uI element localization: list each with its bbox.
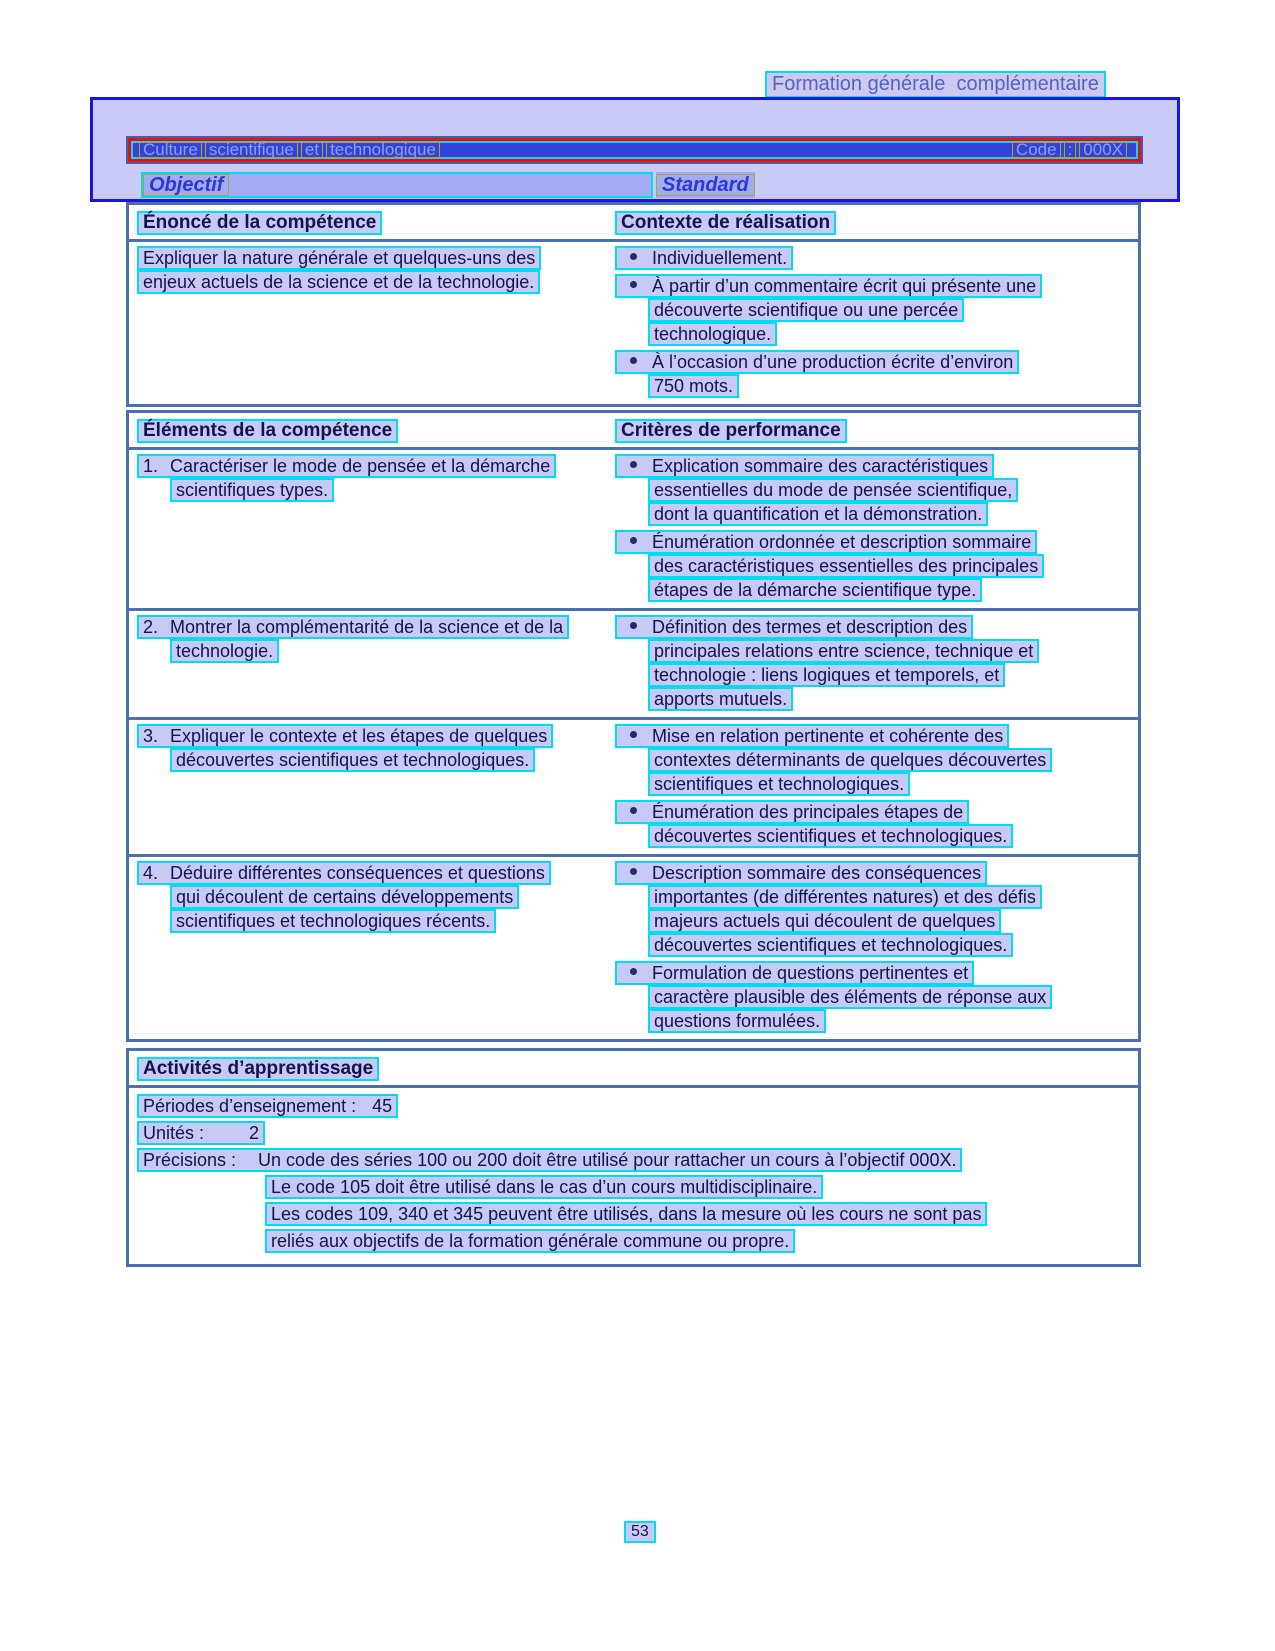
bullet-icon (630, 281, 637, 288)
activities-table-header (129, 1051, 1138, 1088)
criteria-cell (615, 454, 1130, 606)
bullet-text: À l’occasion d’une production écrite d’environ (652, 352, 1014, 372)
context-bullet-list (615, 246, 1130, 402)
bullet-text: des caractéristiques essentielles des principales (648, 554, 1044, 578)
element-text: scientifiques et technologiques récents. (170, 909, 496, 933)
statement-line: enjeux actuels de la science et de la technologie. (137, 270, 540, 294)
units-line (137, 1121, 265, 1145)
bullet-text: découvertes scientifiques et technologiques. (648, 824, 1013, 848)
course-code-value: 000X (1079, 142, 1127, 158)
precisions-text: Un code des séries 100 ou 200 doit être utilisé pour rattacher un cours à l’objectif 000X. (258, 1150, 957, 1170)
course-title-bar (126, 136, 1143, 164)
table-row (129, 242, 1138, 404)
list-item (615, 350, 1130, 398)
column-header-criteres: Critères de performance (615, 419, 847, 443)
table-row (129, 717, 1138, 854)
bullet-icon (630, 868, 637, 875)
bullet-text: dont la quantification et la démonstration. (648, 502, 988, 526)
bullet-text: À partir d’un commentaire écrit qui présente une (652, 276, 1037, 296)
bullet-text: Énumération des principales étapes de (652, 802, 964, 822)
activities-body (129, 1088, 1138, 1264)
header-note-text: Formation générale complémentaire (765, 71, 1106, 98)
competence-table (126, 202, 1141, 407)
bullet-icon (630, 253, 637, 260)
bullet-text: Formulation de questions pertinentes et (652, 963, 969, 983)
bullet-text: 750 mots. (648, 374, 739, 398)
list-item (615, 724, 1130, 796)
bullet-text: Mise en relation pertinente et cohérente des (652, 726, 1004, 746)
bullet-icon (630, 731, 637, 738)
bullet-text: questions formulées. (648, 1009, 826, 1033)
bullet-text: étapes de la démarche scientifique type. (648, 578, 982, 602)
column-header-contexte: Contexte de réalisation (615, 211, 836, 235)
element-text: scientifiques types. (170, 478, 334, 502)
precisions-label: Précisions : (143, 1150, 237, 1170)
bullet-icon (630, 968, 637, 975)
bullet-text: essentielles du mode de pensée scientifique, (648, 478, 1018, 502)
objectif-standard-row (141, 172, 653, 198)
element-text: Déduire différentes conséquences et questions (170, 863, 545, 883)
element-text: Caractériser le mode de pensée et la démarche (170, 456, 551, 476)
units-value: 2 (249, 1123, 260, 1143)
item-number: 1. (143, 456, 159, 476)
page-number-text: 53 (624, 1521, 656, 1543)
precisions-line (137, 1148, 962, 1172)
periods-label: Périodes d’enseignement : (143, 1096, 357, 1116)
course-title-word: et (301, 142, 323, 158)
activities-table (126, 1048, 1141, 1267)
bullet-text: majeurs actuels qui découlent de quelques (648, 909, 1001, 933)
course-title-word: Culture (139, 142, 202, 158)
bullet-text: apports mutuels. (648, 687, 793, 711)
standard-label: Standard (656, 174, 755, 196)
element-cell (137, 861, 615, 1037)
item-number: 3. (143, 726, 159, 746)
bullet-text: Explication sommaire des caractéristiques (652, 456, 989, 476)
element-cell (137, 454, 615, 606)
bullet-text: contextes déterminants de quelques découvertes (648, 748, 1052, 772)
elements-table-header (129, 413, 1138, 450)
criteria-cell (615, 861, 1130, 1037)
bullet-icon (630, 461, 637, 468)
course-title-red-frame (128, 138, 1141, 162)
bullet-text: Définition des termes et description des (652, 617, 968, 637)
course-code-label: Code (1012, 142, 1061, 158)
bullet-text: principales relations entre science, technique et (648, 639, 1039, 663)
competence-table-header (129, 205, 1138, 242)
bullet-text: technologie : liens logiques et temporels, et (648, 663, 1005, 687)
objectif-label: Objectif (143, 174, 229, 196)
header-note (765, 71, 1106, 98)
page-number (624, 1521, 656, 1543)
bullet-text: découverte scientifique ou une percée (648, 298, 964, 322)
list-item (615, 274, 1130, 346)
bullet-text: Individuellement. (652, 248, 788, 268)
element-text: qui découlent de certains développements (170, 885, 519, 909)
table-row (129, 608, 1138, 717)
element-cell (137, 724, 615, 852)
precisions-text: reliés aux objectifs de la formation générale commune ou propre. (265, 1229, 795, 1253)
bullet-text: technologique. (648, 322, 777, 346)
table-row (129, 854, 1138, 1039)
statement-line: Expliquer la nature générale et quelques-uns des (137, 246, 541, 270)
bullet-text: caractère plausible des éléments de réponse aux (648, 985, 1052, 1009)
element-text: technologie. (170, 639, 279, 663)
list-item (615, 800, 1130, 848)
activities-header: Activités d’apprentissage (137, 1057, 379, 1081)
element-cell (137, 615, 615, 715)
list-item (615, 861, 1130, 957)
list-item (615, 961, 1130, 1033)
element-text: découvertes scientifiques et technologiques. (170, 748, 535, 772)
element-text: Expliquer le contexte et les étapes de quelques (170, 726, 548, 746)
bullet-text: scientifiques et technologiques. (648, 772, 910, 796)
item-number: 4. (143, 863, 159, 883)
units-label: Unités : (143, 1123, 205, 1143)
list-item (615, 615, 1130, 711)
course-title-word: technologique (326, 142, 440, 158)
list-item (615, 530, 1130, 602)
course-title-word: scientifique (205, 142, 298, 158)
periods-line (137, 1094, 398, 1118)
column-header-enonce: Énoncé de la compétence (137, 211, 382, 235)
bullet-icon (630, 537, 637, 544)
precisions-text: Les codes 109, 340 et 345 peuvent être utilisés, dans la mesure où les cours ne sont pas (265, 1202, 987, 1226)
competence-statement (137, 246, 615, 402)
item-number: 2. (143, 617, 159, 637)
periods-value: 45 (372, 1096, 393, 1116)
banner-box (90, 97, 1180, 202)
bullet-text: découvertes scientifiques et technologiques. (648, 933, 1013, 957)
precisions-text: Le code 105 doit être utilisé dans le cas d’un cours multidisciplinaire. (265, 1175, 823, 1199)
bullet-text: Description sommaire des conséquences (652, 863, 982, 883)
bullet-icon (630, 807, 637, 814)
content-tables (126, 202, 1141, 1267)
table-row (129, 450, 1138, 608)
criteria-cell (615, 724, 1130, 852)
element-text: Montrer la complémentarité de la science et de la (170, 617, 564, 637)
list-item (615, 454, 1130, 526)
criteria-cell (615, 615, 1130, 715)
bullet-icon (630, 622, 637, 629)
course-code (1012, 142, 1130, 158)
list-item (615, 246, 1130, 270)
elements-table (126, 410, 1141, 1042)
bullet-icon (630, 357, 637, 364)
column-header-elements: Éléments de la compétence (137, 419, 398, 443)
course-code-separator: : (1064, 142, 1077, 158)
course-title-highlight (131, 141, 1138, 159)
course-title (139, 142, 443, 158)
bullet-text: Énumération ordonnée et description sommaire (652, 532, 1032, 552)
standard-box (656, 172, 755, 198)
bullet-text: importantes (de différentes natures) et des défis (648, 885, 1042, 909)
